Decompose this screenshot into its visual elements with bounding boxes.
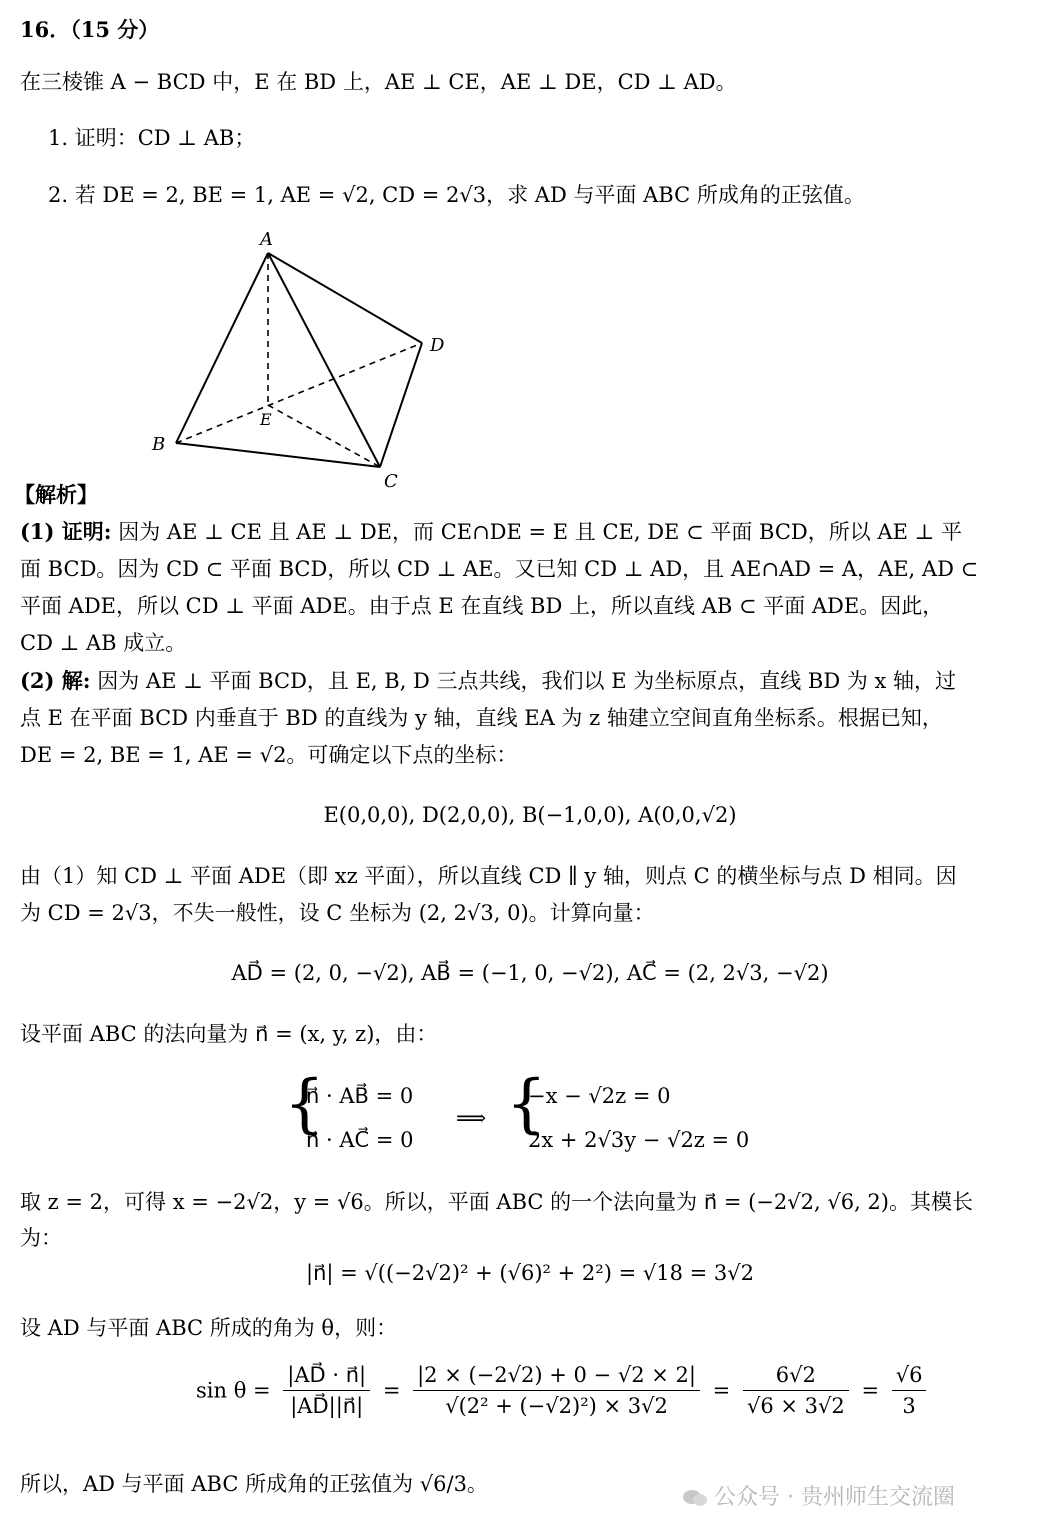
conclusion: 所以，AD 与平面 ABC 所成角的正弦值为 √6/3。: [20, 1472, 488, 1496]
fraction-2-numerator: |2 × (−2√2) + 0 − √2 × 2|: [413, 1360, 700, 1391]
normal-vector-intro: 设平面 ABC 的法向量为 n⃗ = (x, y, z)，由：: [20, 1022, 438, 1046]
coordinates-equation: E(0,0,0), D(2,0,0), B(−1,0,0), A(0,0,√2): [323, 803, 737, 827]
part1-text-1: 因为 AE ⊥ CE 且 AE ⊥ DE，而 CE∩DE = E 且 CE, DE ⊂ 平面 BCD，所以 AE ⊥ 平: [118, 520, 963, 544]
tetrahedron-figure: [140, 225, 480, 495]
watermark-text: 公众号 · 贵州师生交流圈: [714, 1485, 955, 1510]
question-1: 1. 证明：CD ⊥ AB；: [48, 126, 256, 150]
label-D: D: [430, 335, 445, 356]
fraction-3-numerator: 6√2: [743, 1360, 849, 1391]
part1-line3: 平面 ADE，所以 CD ⊥ 平面 ADE。由于点 E 在直线 BD 上，所以直线 AB ⊂ 平面 ADE。因此，: [20, 594, 944, 618]
part1-line1: [20, 518, 962, 546]
angle-intro: 设 AD 与平面 ABC 所成的角为 θ，则：: [20, 1316, 398, 1340]
fraction-4-numerator: √6: [892, 1360, 927, 1391]
equals-1: =: [382, 1378, 401, 1403]
edge-AB: [176, 253, 268, 443]
question-2: 2. 若 DE = 2, BE = 1, AE = √2, CD = 2√3，求 AD 与平面 ABC 所成角的正弦值。: [48, 183, 865, 207]
system-left-brace: {: [284, 1067, 325, 1141]
fraction-3-denominator: √6 × 3√2: [746, 1394, 845, 1418]
part2-label: (2) 解:: [20, 668, 91, 693]
sine-lhs: sin θ =: [196, 1378, 271, 1403]
vectors-equation: AD⃗ = (2, 0, −√2), AB⃗ = (−1, 0, −√2), AC⃗ = (2, 2√3, −√2): [231, 961, 829, 985]
system-right-brace: {: [506, 1067, 547, 1141]
system-right-eq1: −x − √2z = 0: [528, 1084, 671, 1108]
label-E: E: [260, 410, 272, 429]
fraction-2: [413, 1360, 700, 1421]
equals-3: =: [861, 1378, 880, 1403]
part1-label: (1) 证明:: [20, 519, 112, 544]
edge-BD-hidden: [176, 343, 422, 443]
fraction-1-numerator: |AD⃗ · n⃗|: [283, 1360, 370, 1391]
part2-line3: DE = 2, BE = 1, AE = √2。可确定以下点的坐标：: [20, 743, 518, 767]
part5-line2: 为：: [20, 1226, 62, 1250]
system-left-eq1: n⃗ · AB⃗ = 0: [306, 1084, 414, 1108]
label-C: C: [384, 471, 398, 492]
fraction-4-denominator: 3: [902, 1394, 916, 1418]
part1-line4: CD ⊥ AB 成立。: [20, 631, 187, 655]
fraction-4: [892, 1360, 927, 1421]
part3-line1: 由（1）知 CD ⊥ 平面 ADE（即 xz 平面），所以直线 CD ∥ y 轴，则点 C 的横坐标与点 D 相同。因: [20, 864, 957, 888]
part1-line2: 面 BCD。因为 CD ⊂ 平面 BCD，所以 CD ⊥ AE。又已知 CD ⊥ AD，且 AE∩AD = A，AE, AD ⊂: [20, 557, 979, 581]
fraction-3: [743, 1360, 849, 1421]
part2-text-1: 因为 AE ⊥ 平面 BCD，且 E, B, D 三点共线，我们以 E 为坐标原点，直线 BD 为 x 轴，过: [97, 669, 957, 693]
problem-intro: 在三棱锥 A − BCD 中，E 在 BD 上，AE ⊥ CE，AE ⊥ DE，CD ⊥ AD。: [20, 70, 737, 94]
system-left-eq2: n⃗ · AC⃗ = 0: [306, 1128, 414, 1152]
sine-equation: [196, 1360, 932, 1421]
system-right-eq2: 2x + 2√3y − √2z = 0: [528, 1128, 750, 1152]
equals-2: =: [712, 1378, 731, 1403]
part3-line2: 为 CD = 2√3，不失一般性，设 C 坐标为 (2, 2√3, 0)。计算向量：: [20, 901, 655, 925]
solution-heading: 【解析】: [14, 482, 98, 507]
part2-line1: [20, 667, 956, 695]
fraction-2-denominator: √(2² + (−√2)²) × 3√2: [445, 1394, 668, 1418]
watermark: [682, 1480, 955, 1511]
part5-line1: 取 z = 2，可得 x = −2√2，y = √6。所以，平面 ABC 的一个法向量为 n⃗ = (−2√2, √6, 2)。其模长: [20, 1190, 973, 1214]
part2-line2: 点 E 在平面 BCD 内垂直于 BD 的直线为 y 轴，直线 EA 为 z 轴建立空间直角坐标系。根据已知，: [20, 706, 943, 730]
wechat-icon: [682, 1488, 708, 1508]
edge-CD: [380, 343, 422, 467]
modulus-equation: |n⃗| = √((−2√2)² + (√6)² + 2²) = √18 = 3√2: [306, 1261, 754, 1285]
fraction-1-denominator: |AD⃗||n⃗|: [290, 1394, 364, 1418]
edge-BC: [176, 443, 380, 467]
fraction-1: [283, 1360, 370, 1421]
label-B: B: [152, 434, 166, 455]
implies-arrow: ⟹: [456, 1106, 487, 1130]
problem-number: 16．（15 分）: [20, 17, 160, 42]
label-A: A: [260, 229, 273, 250]
